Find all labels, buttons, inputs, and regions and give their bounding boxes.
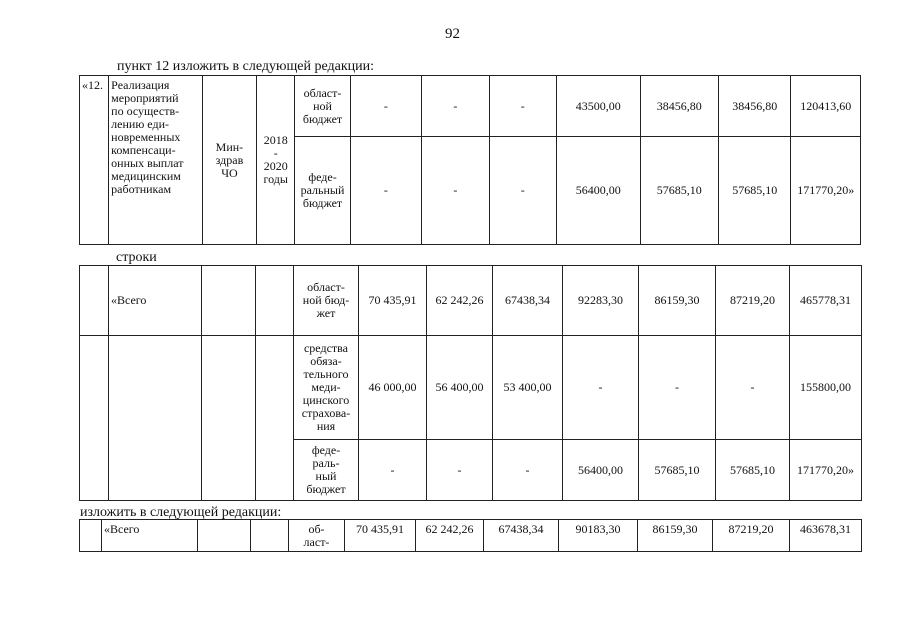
- table-cell: 38456,80: [719, 76, 791, 137]
- table-cell: -: [563, 336, 639, 440]
- period: 2018 - 2020 годы: [257, 76, 295, 245]
- table-cell: 87219,20: [716, 266, 790, 336]
- measure-name: Реализация мероприятий по осуществ- лению еди- новременных компенсаци- онных выплат медицинским работникам: [109, 76, 203, 245]
- table-cell: 86159,30: [638, 520, 713, 552]
- table-cell: 43500,00: [556, 76, 640, 137]
- funding-source: об- ласт-: [289, 520, 345, 552]
- table-cell: -: [350, 137, 421, 245]
- table-cell: 57685,10: [716, 440, 790, 501]
- table-cell: 90183,30: [559, 520, 638, 552]
- table-cell: -: [489, 137, 556, 245]
- table-row: [80, 76, 861, 137]
- funding-source: област- ной бюджет: [295, 76, 350, 137]
- table-row: [80, 266, 862, 336]
- table-cell: 67438,34: [493, 266, 563, 336]
- table-item-12: [79, 75, 861, 245]
- funding-source: област- ной бюд- жет: [294, 266, 359, 336]
- caption-lines: строки: [116, 250, 157, 265]
- table-cell: 465778,31: [790, 266, 862, 336]
- table-cell: -: [427, 440, 493, 501]
- table-cell: 62 242,26: [416, 520, 484, 552]
- table-cell: 46 000,00: [359, 336, 427, 440]
- table-row: [80, 336, 862, 440]
- table-cell: 67438,34: [484, 520, 559, 552]
- total-label: «Всего: [109, 266, 202, 336]
- table-cell: 56400,00: [563, 440, 639, 501]
- table-cell: -: [422, 137, 489, 245]
- total-label: «Всего: [102, 520, 198, 552]
- table-cell: 155800,00: [790, 336, 862, 440]
- table-row: [80, 520, 862, 552]
- table-cell: 120413,60: [791, 76, 861, 137]
- table-cell: 92283,30: [563, 266, 639, 336]
- table-cell: 56400,00: [556, 137, 640, 245]
- table-cell: 171770,20»: [790, 440, 862, 501]
- table-cell: -: [639, 336, 716, 440]
- table-cell: -: [350, 76, 421, 137]
- row-number: «12.: [80, 76, 109, 245]
- table-total-old: [79, 265, 862, 501]
- page-number: 92: [445, 26, 460, 42]
- table-total-new: [79, 519, 862, 552]
- funding-source: феде- ральный бюджет: [295, 137, 350, 245]
- table-cell: 57685,10: [719, 137, 791, 245]
- table-cell: 38456,80: [640, 76, 719, 137]
- caption-new-edition: изложить в следующей редакции:: [80, 505, 282, 520]
- table-cell: 57685,10: [639, 440, 716, 501]
- table-cell: -: [359, 440, 427, 501]
- table-cell: -: [422, 76, 489, 137]
- table-cell: -: [716, 336, 790, 440]
- table-cell: -: [489, 76, 556, 137]
- table-cell: 87219,20: [713, 520, 790, 552]
- caption-item-12: пункт 12 изложить в следующей редакции:: [117, 59, 374, 74]
- executor: Мин- здрав ЧО: [202, 76, 256, 245]
- funding-source: средства обяза- тельного меди- цинского страхова- ния: [294, 336, 359, 440]
- table-cell: 62 242,26: [427, 266, 493, 336]
- table-cell: 53 400,00: [493, 336, 563, 440]
- table-cell: 57685,10: [640, 137, 719, 245]
- table-cell: 86159,30: [639, 266, 716, 336]
- table-cell: 463678,31: [790, 520, 862, 552]
- table-cell: 70 435,91: [359, 266, 427, 336]
- table-cell: 70 435,91: [345, 520, 416, 552]
- table-cell: 56 400,00: [427, 336, 493, 440]
- funding-source: феде- раль- ный бюджет: [294, 440, 359, 501]
- table-cell: 171770,20»: [791, 137, 861, 245]
- table-cell: -: [493, 440, 563, 501]
